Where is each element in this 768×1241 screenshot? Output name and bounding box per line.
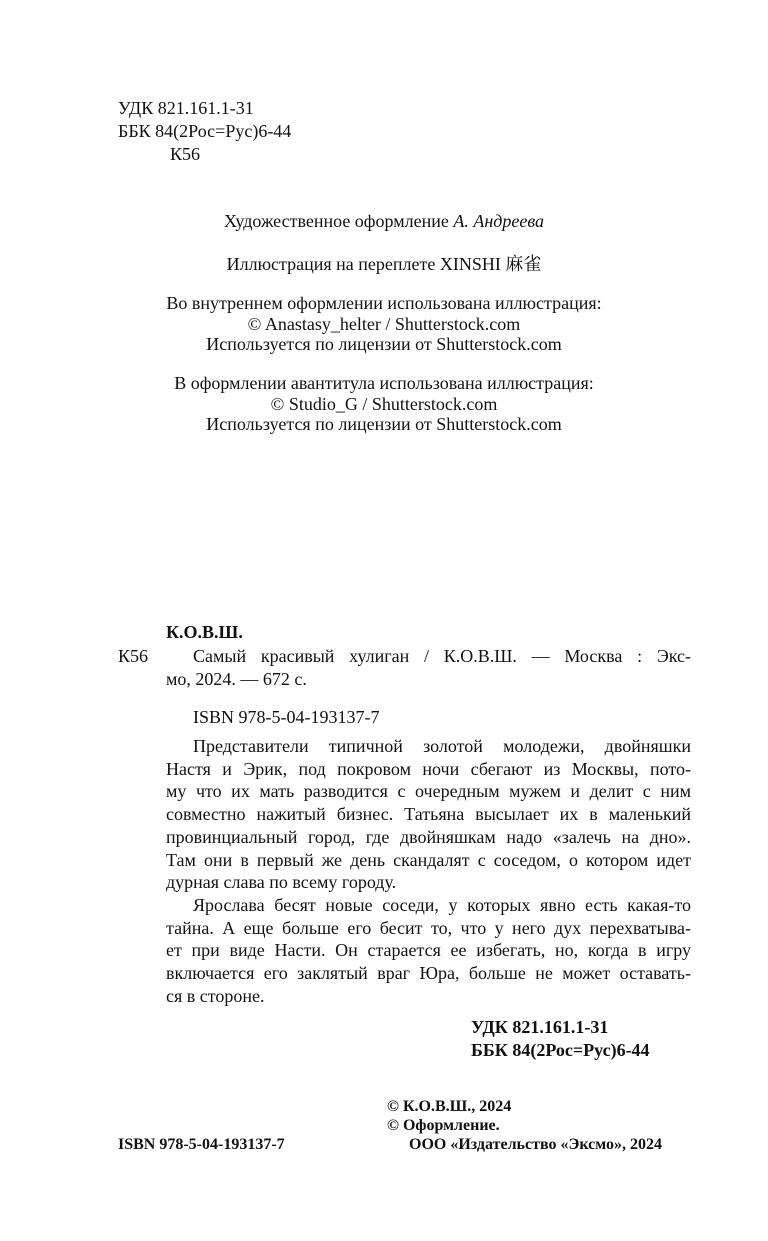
bib-isbn: ISBN 978-5-04-193137-7 <box>193 707 380 727</box>
annotation-p1-line: дурная слава по всему городу. <box>166 872 397 893</box>
copyright-author: © К.О.В.Ш., 2024 <box>387 1098 512 1115</box>
annotation-p2-line: ет при виде Насти. Он старается ее избегать, но, когда в игру <box>166 940 691 961</box>
copyright-design: © Оформление. <box>387 1117 500 1134</box>
half-title-illustration-line3: Используется по лицензии от Shutterstock.com <box>206 414 562 434</box>
udk-top: УДК 821.161.1-31 <box>118 98 254 118</box>
half-title-illustration-line1: В оформлении авантитула использована иллюстрация: <box>174 373 594 393</box>
half-title-illustration-line2: © Studio_G / Shutterstock.com <box>270 394 498 414</box>
annotation-p2-line: Ярослава бесят новые соседи, у которых явно есть какая-то <box>193 895 691 915</box>
inner-illustration-line3: Используется по лицензии от Shutterstock.com <box>206 334 562 354</box>
annotation-p1-line: му что их мать разводится с очередным мужем и делит с ним <box>166 781 691 802</box>
annotation-p1-line: Настя и Эрик, под покровом ночи сбегают из Москвы, пото- <box>166 758 691 779</box>
annotation-p1-line: Там они в первый же день скандалят с соседом, о котором идет <box>166 849 691 870</box>
bbk-top: ББК 84(2Рос=Рус)6-44 <box>118 121 292 141</box>
annotation-p1-line: провинциальный город, где двойняшкам надо «залечь на дно». <box>166 826 691 847</box>
bib-mark: К56 <box>118 646 149 666</box>
annotation-p1-line: Представители типичной золотой молодежи, двойняшки <box>193 736 691 756</box>
inner-illustration-line1: Во внутреннем оформлении использована иллюстрация: <box>166 293 602 313</box>
art-design-credit <box>0 210 768 232</box>
annotation-p2-line: тайна. А еще больше его бесит то, что у него дух перехватыва- <box>166 917 691 938</box>
author-mark-top: К56 <box>170 144 201 164</box>
annotation-p2-line: ся в стороне. <box>166 985 265 1006</box>
bib-author: К.О.В.Ш. <box>166 622 243 642</box>
annotation-p2-line: включается его заклятый враг Юра, больше не может оставать- <box>166 963 691 984</box>
cover-illustration-credit: Иллюстрация на переплете XINSHI 麻雀 <box>226 254 542 274</box>
art-design-name: А. Андреева <box>453 211 545 231</box>
bbk-bottom: ББК 84(2Рос=Рус)6-44 <box>471 1040 650 1060</box>
footer-isbn: ISBN 978-5-04-193137-7 <box>118 1136 285 1153</box>
copyright-publisher: ООО «Издательство «Эксмо», 2024 <box>409 1136 662 1153</box>
udk-bottom: УДК 821.161.1-31 <box>471 1017 609 1037</box>
bib-title-line2: мо, 2024. — 672 с. <box>166 669 307 689</box>
bib-title-line1: Самый красивый хулиган / К.О.В.Ш. — Москва : Экс- <box>193 646 691 666</box>
annotation-p1-line: совместно нажитый бизнес. Татьяна высылает их в маленький <box>166 804 691 825</box>
inner-illustration-line2: © Anastasy_helter / Shutterstock.com <box>247 314 521 334</box>
art-design-prefix: Художественное оформление <box>223 211 454 231</box>
